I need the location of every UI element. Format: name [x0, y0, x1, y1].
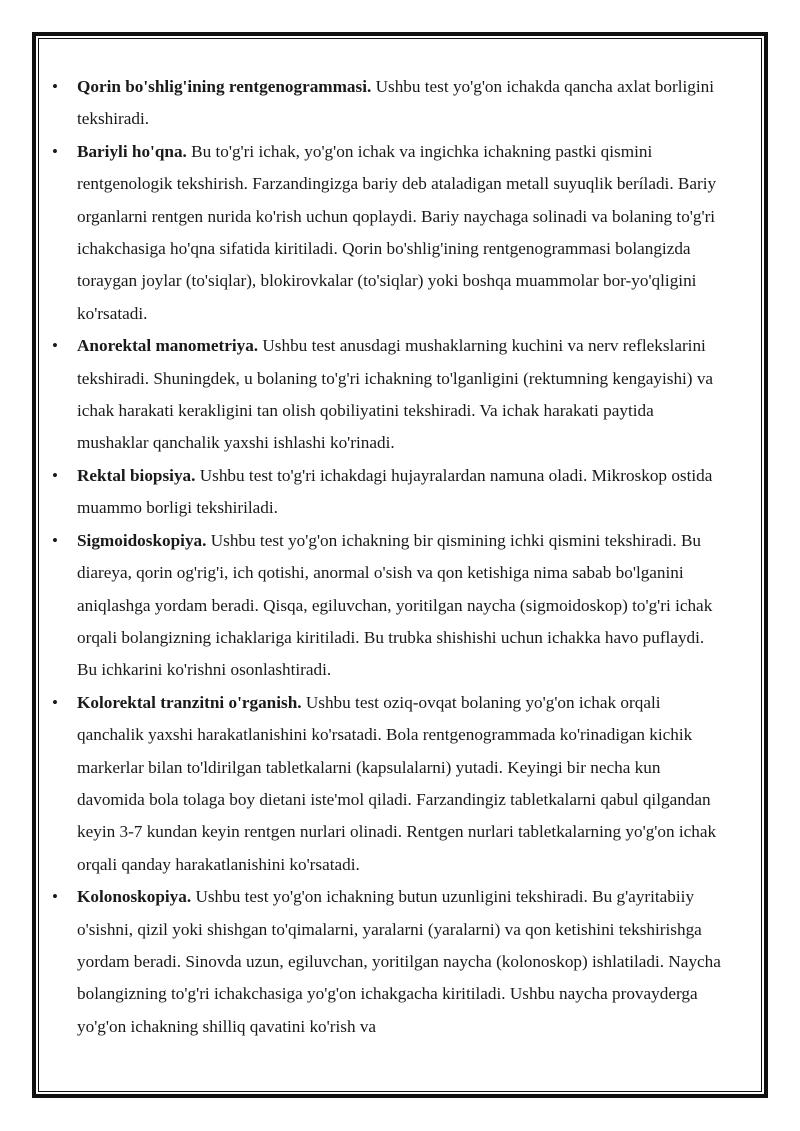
item-term: Anorektal manometriya.	[77, 336, 259, 356]
bullet-icon: •	[52, 887, 58, 907]
procedure-list	[48, 71, 728, 1043]
list-item	[48, 881, 728, 1043]
item-term: Bariyli ho'qna.	[77, 141, 187, 161]
list-item	[48, 71, 728, 136]
item-text: Bu to'g'ri ichak, yo'g'on ichak va ingichka ichakning pastki qismini rentgenologik tekshirish. Farzandingizga bariy deb ataladigan metall suyuqlik beríladi. Bariy organlarni rentgen nurida ko'rish uchun qoplaydi. Bariy naychaga solinadi va bolaning to'g'ri ichakchasiga ho'qna sifatida kiritiladi. Qorin bo'shlig'ining rentgenogrammasi bolangizda toraygan joylar (to'siqlar), blokirovkalar (to'siqlar) yoki boshqa muammolar bor-yo'qligini ko'rsatadi.	[77, 141, 717, 323]
item-term: Qorin bo'shlig'ining rentgenogrammasi.	[77, 77, 372, 96]
bullet-icon: •	[52, 77, 58, 96]
item-text: Ushbu test to'g'ri ichakdagi hujayralardan namuna oladi. Mikroskop ostida muammo borligi tekshiriladi.	[77, 465, 713, 518]
bullet-icon: •	[52, 141, 58, 161]
item-text: Ushbu test oziq-ovqat bolaning yo'g'on ichak orqali qanchalik yaxshi harakatlanishini ko'rsatadi. Bola rentgenogrammada ko'rinadigan kichik markerlar bilan to'ldirilgan tabletkalarni (kapsulalarni) yutadi. Keyingi bir necha kun davomida bola tolaga boy dietani iste'mol qiladi. Farzandingiz tabletkalarni qabul qilgandan keyin 3-7 kundan keyin rentgen nurlari olinadi. Rentgen nurlari tabletkalarning yo'g'on ichak orqali qanday harakatlanishini ko'rsatadi.	[77, 692, 717, 874]
bullet-icon: •	[52, 336, 58, 356]
list-item	[48, 330, 728, 460]
document-body	[48, 71, 728, 1043]
bullet-icon: •	[52, 465, 58, 485]
item-term: Rektal biopsiya.	[77, 465, 196, 485]
list-item	[48, 687, 728, 881]
bullet-icon: •	[52, 692, 58, 712]
list-item	[48, 460, 728, 525]
item-term: Kolonoskopiya.	[77, 887, 192, 907]
item-term: Sigmoidoskopiya.	[77, 530, 207, 550]
item-text: Ushbu test yo'g'on ichakning bir qismining ichki qismini tekshiradi. Bu diareya, qorin og'rig'i, ich qotishi, anormal o'sish va qon ketishiga nima sabab bo'lganini aniqlashga yordam beradi. Qisqa, egiluvchan, yoritilgan naycha (sigmoidoskop) to'g'ri ichak orqali bolangizning ichaklariga kiritiladi. Bu trubka shishishi uchun ichakka havo puflaydi. Bu ichkarini ko'rishni osonlashtiradi.	[77, 530, 713, 680]
item-term: Kolorektal tranzitni o'rganish.	[77, 692, 302, 712]
item-text: Ushbu test yo'g'on ichakda qancha axlat borligini tekshiradi.	[77, 77, 714, 129]
list-item	[48, 136, 728, 330]
item-text: Ushbu test yo'g'on ichakning butun uzunligini tekshiradi. Bu g'ayritabiiy o'sishni, qizil yoki shishgan to'qimalarni, yaralarni (yaralarni) va qon ketishini tekshirishga yordam beradi. Sinovda uzun, egiluvchan, yoritilgan naycha (kolonoskop) ishlatiladi. Naycha bolangizning to'g'ri ichakchasiga yo'g'on ichakgacha kiritiladi. Ushbu naycha provayderga yo'g'on ichakning shilliq qavatini ko'rish va	[77, 887, 721, 1036]
list-item	[48, 525, 728, 687]
bullet-icon: •	[52, 530, 58, 550]
item-text: Ushbu test anusdagi mushaklarning kuchini va nerv reflekslarini tekshiradi. Shuningdek, u bolaning to'g'ri ichakning to'lganligini (rektumning kengayishi) va ichak harakati kerakligini tan olish qobiliyatini tekshiradi. Va ichak harakati paytida mushaklar qanchalik yaxshi ishlashi ko'rinadi.	[77, 336, 714, 453]
